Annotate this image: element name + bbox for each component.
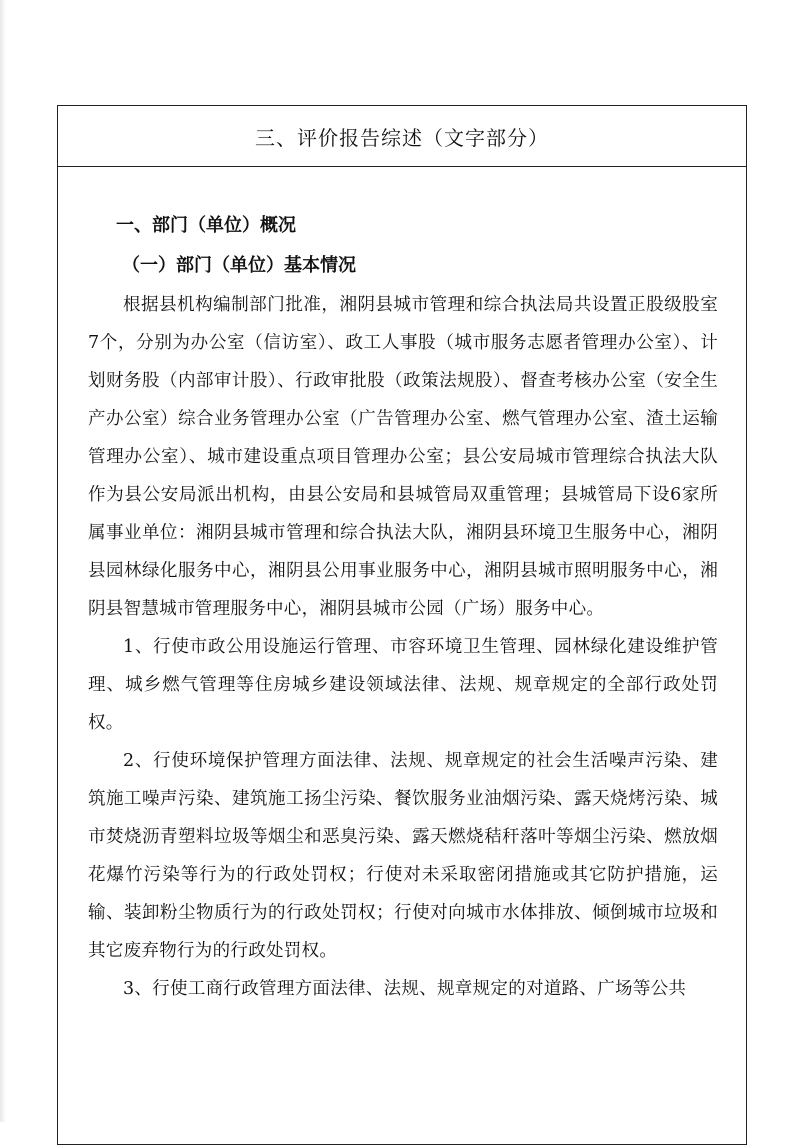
scan-edge-shadow	[0, 0, 6, 1122]
report-body	[88, 206, 718, 1008]
sub-section-heading: （一）部门（单位）基本情况	[122, 255, 356, 276]
paragraph-item-3: 3、行使工商行政管理方面法律、法规、规章规定的对道路、广场等公共	[123, 979, 687, 999]
section-heading: 一、部门（单位）概况	[116, 215, 296, 236]
title-row	[58, 106, 746, 167]
paragraph-overview: 根据县机构编制部门批准，湘阴县城市管理和综合执法局共设置正股级股室7个，分别为办公室（信访室）、政工人事股（城市服务志愿者管理办公室）、计划财务股（内部审计股）、行政审批股（政策法规股）、督查考核办公室（安全生产办公室）综合业务管理办公室（广告管理办公室、燃气管理办公室、渣土运输管理办公室）、城市建设重点项目管理办公室；县公安局城市管理综合执法大队作为县公安局派出机构，由县公安局和县城管局双重管理；县城管局下设6家所属事业单位：湘阴县城市管理和综合执法大队，湘阴县环境卫生服务中心，湘阴县园林绿化服务中心，湘阴县公用事业服务中心，湘阴县城市照明服务中心，湘阴县智慧城市管理服务中心，湘阴县城市公园（广场）服务中心。	[88, 295, 718, 619]
page-title: 三、评价报告综述（文字部分）	[255, 125, 549, 150]
report-table-frame	[57, 105, 747, 1145]
paragraph-item-2: 2、行使环境保护管理方面法律、法规、规章规定的社会生活噪声污染、建筑施工噪声污染、建筑施工扬尘污染、餐饮服务业油烟污染、露天烧烤污染、城市焚烧沥青塑料垃圾等烟尘和恶臭污染、露天燃烧秸秆落叶等烟尘污染、燃放烟花爆竹污染等行为的行政处罚权；行使对未采取密闭措施或其它防护措施，运输、装卸粉尘物质行为的行政处罚权；行使对向城市水体排放、倾倒城市垃圾和其它废弃物行为的行政处罚权。	[88, 751, 718, 961]
paragraph-item-1: 1、行使市政公用设施运行管理、市容环境卫生管理、园林绿化建设维护管理、城乡燃气管理等住房城乡建设领域法律、法规、规章规定的全部行政处罚权。	[88, 637, 718, 733]
